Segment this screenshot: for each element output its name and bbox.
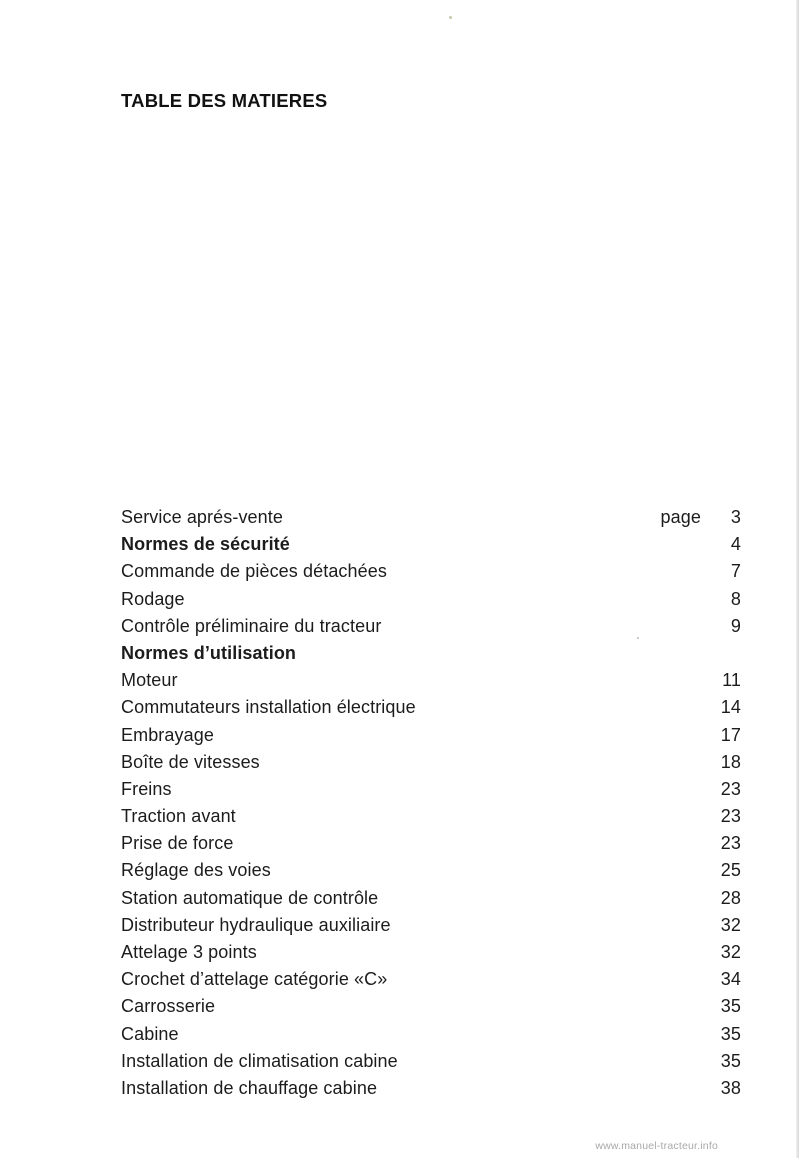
toc-entry (121, 993, 741, 1020)
toc-page-number: 7 (730, 561, 741, 582)
toc-page-number: 18 (720, 751, 741, 772)
toc-page-number: 17 (720, 724, 741, 745)
toc-page-number: 38 (720, 1077, 741, 1098)
toc-entry-title: Station automatique de contrôle (121, 887, 379, 908)
toc-page-prefix: page (660, 507, 701, 527)
toc-section-heading (121, 640, 741, 667)
toc-page-number: 35 (720, 1023, 741, 1044)
toc-entry-title: Traction avant (121, 806, 236, 827)
toc-page-number: 23 (720, 833, 741, 854)
toc-entry-title: Attelage 3 points (121, 942, 257, 962)
toc-entry (121, 830, 741, 857)
toc-entry-title: Carrosserie (121, 996, 216, 1017)
page-title: TABLE DES MATIERES (121, 90, 328, 111)
toc-entry (121, 966, 741, 993)
toc-entry (121, 586, 741, 613)
toc-entry (121, 1048, 741, 1075)
toc-entry-title: Réglage des voies (121, 860, 271, 881)
toc-entry-title: Contrôle préliminaire du tracteur (121, 615, 382, 636)
toc-entry-title: Commande de pièces détachées (121, 561, 387, 582)
toc-page-number: 23 (720, 778, 741, 799)
toc-page-number: 9 (730, 615, 741, 636)
toc-entry-title: Prise de force (121, 833, 234, 854)
toc-section-heading (121, 531, 741, 558)
toc-entry-title: Boîte de vitesses (121, 751, 260, 772)
toc-entry-title: Rodage (121, 588, 185, 609)
toc-entry-title: Distributeur hydraulique auxiliaire (121, 914, 391, 935)
toc-entry-title: Service aprés-vente (121, 507, 283, 527)
toc-entry (121, 613, 741, 640)
toc-entry-title: Freins (121, 778, 172, 799)
toc-page-number: 34 (720, 969, 741, 990)
toc-entry (121, 857, 741, 884)
toc-page-number: 11 (722, 670, 741, 691)
toc-page-number: 28 (720, 887, 741, 908)
toc-entry (121, 1021, 741, 1048)
toc-entry (121, 667, 741, 694)
toc-entry (121, 749, 741, 776)
toc-entry (121, 776, 741, 803)
toc-page-number: 14 (720, 697, 741, 718)
toc-entry-title: Installation de climatisation cabine (121, 1050, 398, 1071)
toc-page-number: 32 (720, 942, 741, 962)
toc-entry-title: Embrayage (121, 724, 214, 745)
toc-page-number: 35 (720, 996, 741, 1017)
toc-entry (121, 722, 741, 749)
toc-page-number: 25 (720, 860, 741, 881)
toc-entry-title: Cabine (121, 1023, 179, 1044)
toc-entry-title: Normes de sécurité (121, 534, 290, 555)
toc-page-number: 4 (730, 534, 741, 555)
toc-entry (121, 504, 741, 531)
toc-entry (121, 885, 741, 912)
toc-page-number: 32 (720, 914, 741, 935)
watermark-url: www.manuel-tracteur.info (595, 1140, 718, 1152)
table-of-contents (121, 504, 741, 1102)
paper-speck (449, 16, 452, 19)
toc-entry-title: Installation de chauffage cabine (121, 1077, 378, 1098)
toc-page-number: 3 (730, 507, 741, 527)
toc-entry-title: Normes d’utilisation (121, 642, 297, 663)
toc-entry-title: Commutateurs installation électrique (121, 697, 416, 718)
toc-entry-title: Moteur (121, 670, 178, 691)
toc-page-number: 8 (730, 588, 741, 609)
toc-entry (121, 803, 741, 830)
toc-entry (121, 694, 741, 721)
toc-entry (121, 558, 741, 585)
toc-entry (121, 939, 741, 966)
toc-entry-title: Crochet d’attelage catégorie «C» (121, 969, 388, 990)
toc-page-number: 23 (720, 806, 741, 827)
toc-entry (121, 912, 741, 939)
toc-entry (121, 1075, 741, 1102)
toc-page-number: 35 (720, 1050, 741, 1071)
